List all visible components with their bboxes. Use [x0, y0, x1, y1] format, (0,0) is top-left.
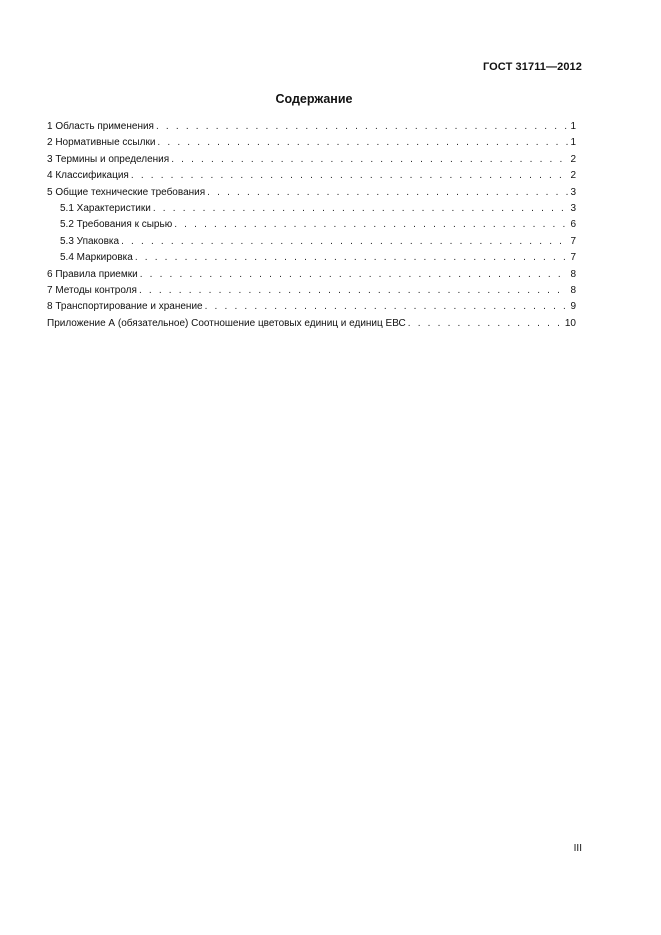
- toc-entry-label: 5 Общие технические требования: [47, 186, 206, 198]
- toc-entry-page: 1: [570, 121, 576, 132]
- toc-entry[interactable]: [47, 135, 576, 151]
- toc-leader-dots: [207, 185, 568, 201]
- page-number: III: [573, 843, 582, 854]
- toc-entry[interactable]: [47, 267, 576, 283]
- toc-leader-dots: [174, 217, 568, 233]
- toc-entry-label: 3 Термины и определения: [47, 153, 170, 165]
- toc-entry-label: Приложение А (обязательное) Соотношение цветовых единиц и единиц ЕВС: [47, 317, 406, 329]
- toc-entry-page: 8: [570, 284, 576, 296]
- toc-entry-label: 5.2 Требования к сырью: [60, 219, 173, 231]
- toc-entry-label: 2 Нормативные ссылки: [47, 137, 156, 149]
- document-code: ГОСТ 31711—2012: [482, 61, 582, 73]
- toc-entry-label: 7 Методы контроля: [47, 284, 137, 296]
- toc-subentry[interactable]: [47, 201, 576, 217]
- toc-subentry[interactable]: [47, 234, 576, 250]
- toc-entry-page: 9: [570, 301, 576, 313]
- toc-leader-dots: [157, 135, 568, 151]
- toc-leader-dots: [153, 201, 569, 217]
- toc-entry[interactable]: [47, 185, 576, 201]
- toc-entry-page: 3: [570, 202, 576, 214]
- toc-entry-label: 1 Область применения: [47, 121, 154, 132]
- toc-entry-label: 6 Правила приемки: [47, 268, 138, 280]
- toc-leader-dots: [156, 119, 568, 135]
- toc-entry[interactable]: [47, 283, 576, 299]
- toc-entry[interactable]: [47, 119, 576, 135]
- toc-entry-page: 8: [570, 268, 576, 280]
- toc-entry[interactable]: [47, 299, 576, 315]
- toc-entry-page: 10: [564, 317, 576, 329]
- toc-entry-label: 8 Транспортирование и хранение: [47, 301, 203, 313]
- toc-leader-dots: [121, 234, 568, 250]
- toc-entry-page: 3: [570, 186, 576, 198]
- table-of-contents: [47, 119, 576, 332]
- toc-entry-page: 2: [570, 153, 576, 165]
- toc-leader-dots: [171, 152, 568, 168]
- toc-entry-page: 7: [570, 235, 576, 247]
- toc-entry-label: 4 Классификация: [47, 170, 129, 182]
- toc-leader-dots: [408, 316, 563, 332]
- toc-entry-page: 1: [570, 137, 576, 149]
- toc-leader-dots: [131, 168, 569, 184]
- toc-leader-dots: [140, 267, 569, 283]
- toc-subentry[interactable]: [47, 250, 576, 266]
- toc-entry-page: 6: [570, 219, 576, 231]
- toc-entry-page: 7: [570, 252, 576, 264]
- toc-leader-dots: [205, 299, 569, 315]
- toc-entry-label: 5.3 Упаковка: [60, 235, 120, 247]
- toc-leader-dots: [139, 283, 569, 299]
- toc-entry-label: 5.4 Маркировка: [60, 252, 133, 264]
- toc-title: Содержание: [275, 92, 353, 106]
- toc-entry[interactable]: [47, 152, 576, 168]
- toc-leader-dots: [135, 250, 569, 266]
- toc-entry-appendix[interactable]: [47, 316, 576, 332]
- toc-subentry[interactable]: [47, 217, 576, 233]
- toc-entry-page: 2: [570, 170, 576, 182]
- toc-entry[interactable]: [47, 168, 576, 184]
- toc-entry-label: 5.1 Характеристики: [60, 202, 151, 214]
